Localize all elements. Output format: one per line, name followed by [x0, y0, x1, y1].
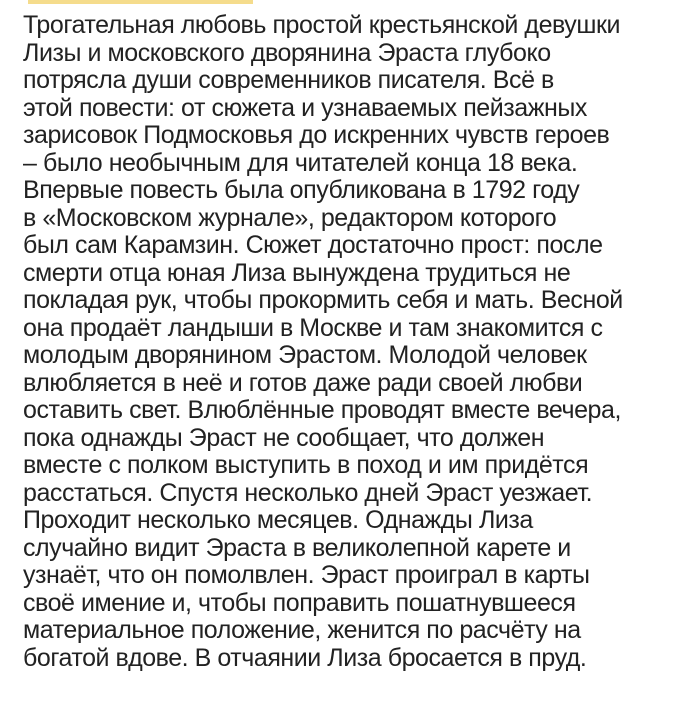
paragraph-line: смерти отца юная Лиза вынуждена трудиться не [23, 258, 571, 287]
paragraph-line: расстаться. Спустя несколько дней Эраст уезжает. [23, 478, 593, 507]
paragraph-line: своё имение и, чтобы поправить пошатнувшееся [23, 588, 576, 617]
story-paragraph [23, 12, 695, 672]
paragraph-line: случайно видит Эраста в великолепной карете и [23, 533, 571, 562]
paragraph-line: этой повести: от сюжета и узнаваемых пейзажных [23, 93, 587, 122]
paragraph-line: пока однажды Эраст не сообщает, что должен [23, 423, 545, 452]
paragraph-line: зарисовок Подмосковья до искренних чувств героев [23, 121, 610, 149]
paragraph-line: был сам Карамзин. Сюжет достаточно прост: после [23, 231, 603, 259]
paragraph-line: богатой вдове. В отчаянии Лиза бросается в пруд. [23, 643, 587, 672]
paragraph-line: влюбляется в неё и готов даже ради своей любви [23, 368, 583, 397]
paragraph-line: оставить свет. Влюблённые проводят вместе вечера, [23, 396, 621, 424]
paragraph-line: покладая рук, чтобы прокормить себя и мать. Весной [23, 286, 623, 314]
paragraph-line: Проходит несколько месяцев. Однажды Лиза [23, 506, 533, 534]
paragraph-line: материальное положение, женится по расчёту на [23, 616, 581, 644]
highlight-strip [28, 0, 253, 4]
paragraph-line: Лизы и московского дворянина Эраста глубоко [23, 38, 551, 67]
paragraph-line: – было необычным для читателей конца 18 века. [23, 148, 578, 177]
paragraph-line: она продаёт ландыши в Москве и там знакомится с [23, 313, 603, 342]
paragraph-line: молодым дворянином Эрастом. Молодой человек [23, 341, 587, 369]
paragraph-line: вместе с полком выступить в поход и им придётся [23, 451, 589, 479]
paragraph-line: потрясла души современников писателя. Всё в [23, 66, 554, 94]
paragraph-line: Впервые повесть была опубликована в 1792 году [23, 176, 580, 204]
paragraph-line: узнаёт, что он помолвлен. Эраст проиграл в карты [23, 561, 590, 589]
paragraph-line: в «Московском журнале», редактором которого [23, 203, 557, 232]
paragraph-line: Трогательная любовь простой крестьянской девушки [23, 11, 620, 39]
